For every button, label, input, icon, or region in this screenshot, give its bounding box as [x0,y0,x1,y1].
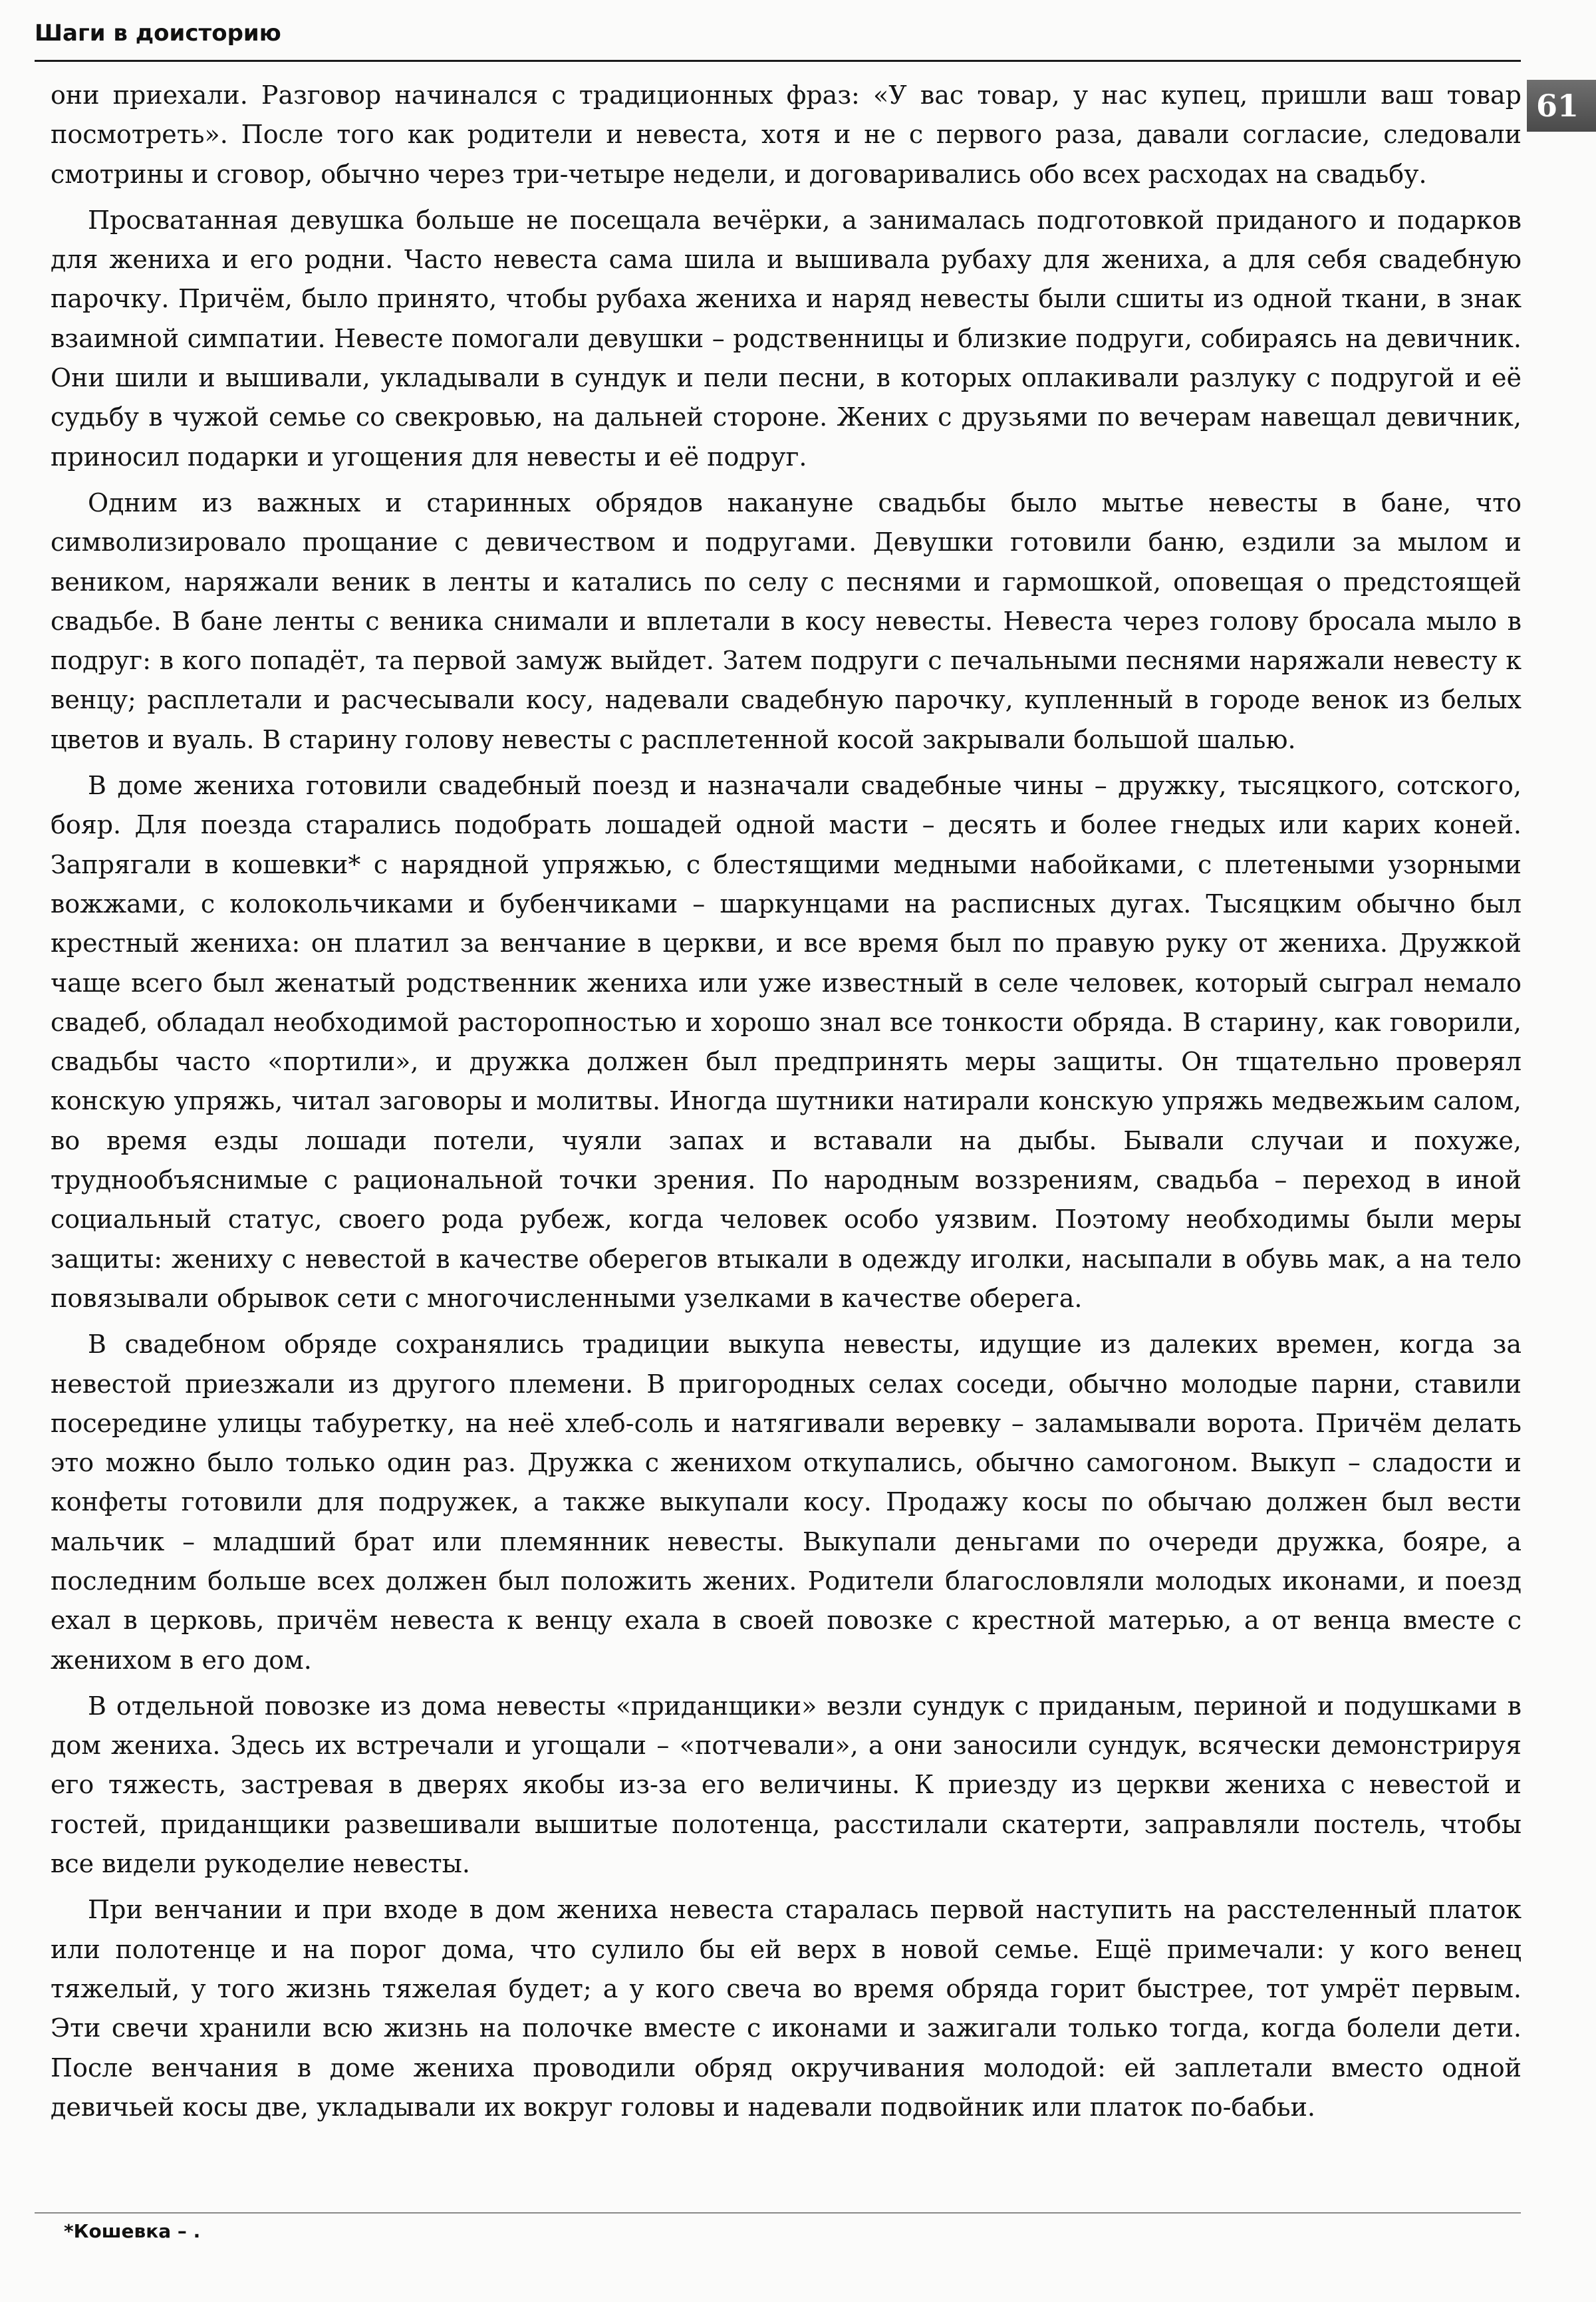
paragraph: В отдельной повозке из дома невесты «приданщики» везли сундук с приданым, периной и подушками в дом жениха. Здесь их встречали и угощали – «потчевали», а они заносили сундук, всячески демонстрируя его тяжесть, застревая в дверях якобы из-за его величины. К приезду из церкви жениха с невестой и гостей, приданщики развешивали вышитые полотенца, расстилали скатерти, заправляли постель, чтобы все видели рукоделие невесты. [51,1691,1522,1879]
page-number-tab [1527,80,1596,132]
paragraph: В доме жениха готовили свадебный поезд и назначали свадебные чины – дружку, тысяцкого, сотского, бояр. Для поезда старались подобрать лошадей одной масти – десять и более гнедых или карих коней. Запрягали в кошевки* с нарядной упряжью, с блестящими медными набойками, с плетеными узорными вожжами, с колокольчиками и бубенчиками – шаркунцами на расписных дугах. Тысяцким обычно был крестный жениха: он платил за венчание в церкви, и все время был по правую руку от жениха. Дружкой чаще всего был женатый родственник жениха или уже известный в селе человек, который сыграл немало свадеб, обладал необходимой расторопностью и хорошо знал все тонкости обряда. В старину, как говорили, свадьбы часто «портили», и дружка должен был предпринять меры защиты. Он тщательно проверял конскую упряжь, читал заговоры и молитвы. Иногда шутники натирали конскую упряжь медвежьим салом, во время езды лошади потели, чуяли запах и вставали на дыбы. Бывали случаи и похуже, труднообъяснимые с рациональной точки зрения. По народным воззрениям, свадьба – переход в иной социальный статус, своего рода рубеж, когда человек особо уязвим. Поэтому необходимы были меры защиты: жениху с невестой в качестве оберегов втыкали в одежду иголки, насыпали в обувь мак, а на тело повязывали обрывок сети с многочисленными узелками в качестве оберега. [51,771,1522,1313]
header-rule [35,60,1521,62]
paragraph: При венчании и при входе в дом жениха невеста старалась первой наступить на расстеленный платок или полотенце и на порог дома, что сулило бы ей верх в новой семье. Ещё примечали: у кого венец тяжелый, у того жизнь тяжелая будет; а у кого свеча во время обряда горит быстрее, тот умрёт первым. Эти свечи хранили всю жизнь на полочке вместе с иконами и зажигали только тогда, когда болели дети. После венчания в доме жениха проводили обряд окручивания молодой: ей заплетали вместо одной девичьей косы две, укладывали их вокруг головы и надевали подвойник или платок по-бабьи. [51,1895,1522,2122]
footnote-rule [35,2212,1521,2214]
paragraph: Одним из важных и старинных обрядов накануне свадьбы было мытье невесты в бане, что символизировало прощание с девичеством и подругами. Девушки готовили баню, ездили за мылом и веником, наряжали веник в ленты и катались по селу с песнями и гармошкой, оповещая о предстоящей свадьбе. В бане ленты с веника снимали и вплетали в косу невесты. Невеста через голову бросала мыло в подруг: в кого попадёт, та первой замуж выйдет. Затем подруги с печальными песнями наряжали невесту к венцу; расплетали и расчесывали косу, надевали свадебную парочку, купленный в городе венок из белых цветов и вуаль. В старину голову невесты с расплетенной косой закрывали большой шалью. [51,488,1522,754]
paragraph: Просватанная девушка больше не посещала вечёрки, а занималась подготовкой приданого и подарков для жениха и его родни. Часто невеста сама шила и вышивала рубаху для жениха, а для себя свадебную парочку. Причём, было принято, чтобы рубаха жениха и наряд невесты были сшиты из одной ткани, в знак взаимной симпатии. Невесте помогали девушки – родственницы и близкие подруги, собираясь на девичник. Они шили и вышивали, укладывали в сундук и пели песни, в которых оплакивали разлуку с подругой и её судьбу в чужой семье со свекровью, на дальней стороне. Жених с друзьями по вечерам навещал девичник, приносил подарки и угощения для невесты и её подруг. [51,205,1522,472]
body-text [51,76,1522,2134]
paragraph: В свадебном обряде сохранялись традиции выкупа невесты, идущие из далеких времен, когда за невестой приезжали из другого племени. В пригородных селах соседи, обычно молодые парни, ставили посередине улицы табуретку, на неё хлеб-соль и натягивали веревку – заламывали ворота. Причём делать это можно было только один раз. Дружка с женихом откупались, обычно самогоном. Выкуп – сладости и конфеты готовили для подружек, а также выкупали косу. Продажу косы по обычаю должен был вести мальчик – младший брат или племянник невесты. Выкупали деньгами по очереди дружка, бояре, а последним больше всех должен был положить жених. Родители благословляли молодых иконами, и поезд ехал в церковь, причём невеста к венцу ехала в своей повозке с крестной матерью, а от венца вместе с женихом в его дом. [51,1330,1522,1675]
running-head-title: Шаги в доисторию [35,20,281,47]
footnote: *Кошевка – . [64,2220,201,2242]
paragraph: они приехали. Разговор начинался с традиционных фраз: «У вас товар, у нас купец, пришли ваш товар посмотреть». После того как родители и невеста, хотя и не с первого раза, давали согласие, следовали смотрины и сговор, обычно через три-четыре недели, и договаривались обо всех расходах на свадьбу. [51,80,1522,189]
page-number: 61 [1536,88,1579,124]
